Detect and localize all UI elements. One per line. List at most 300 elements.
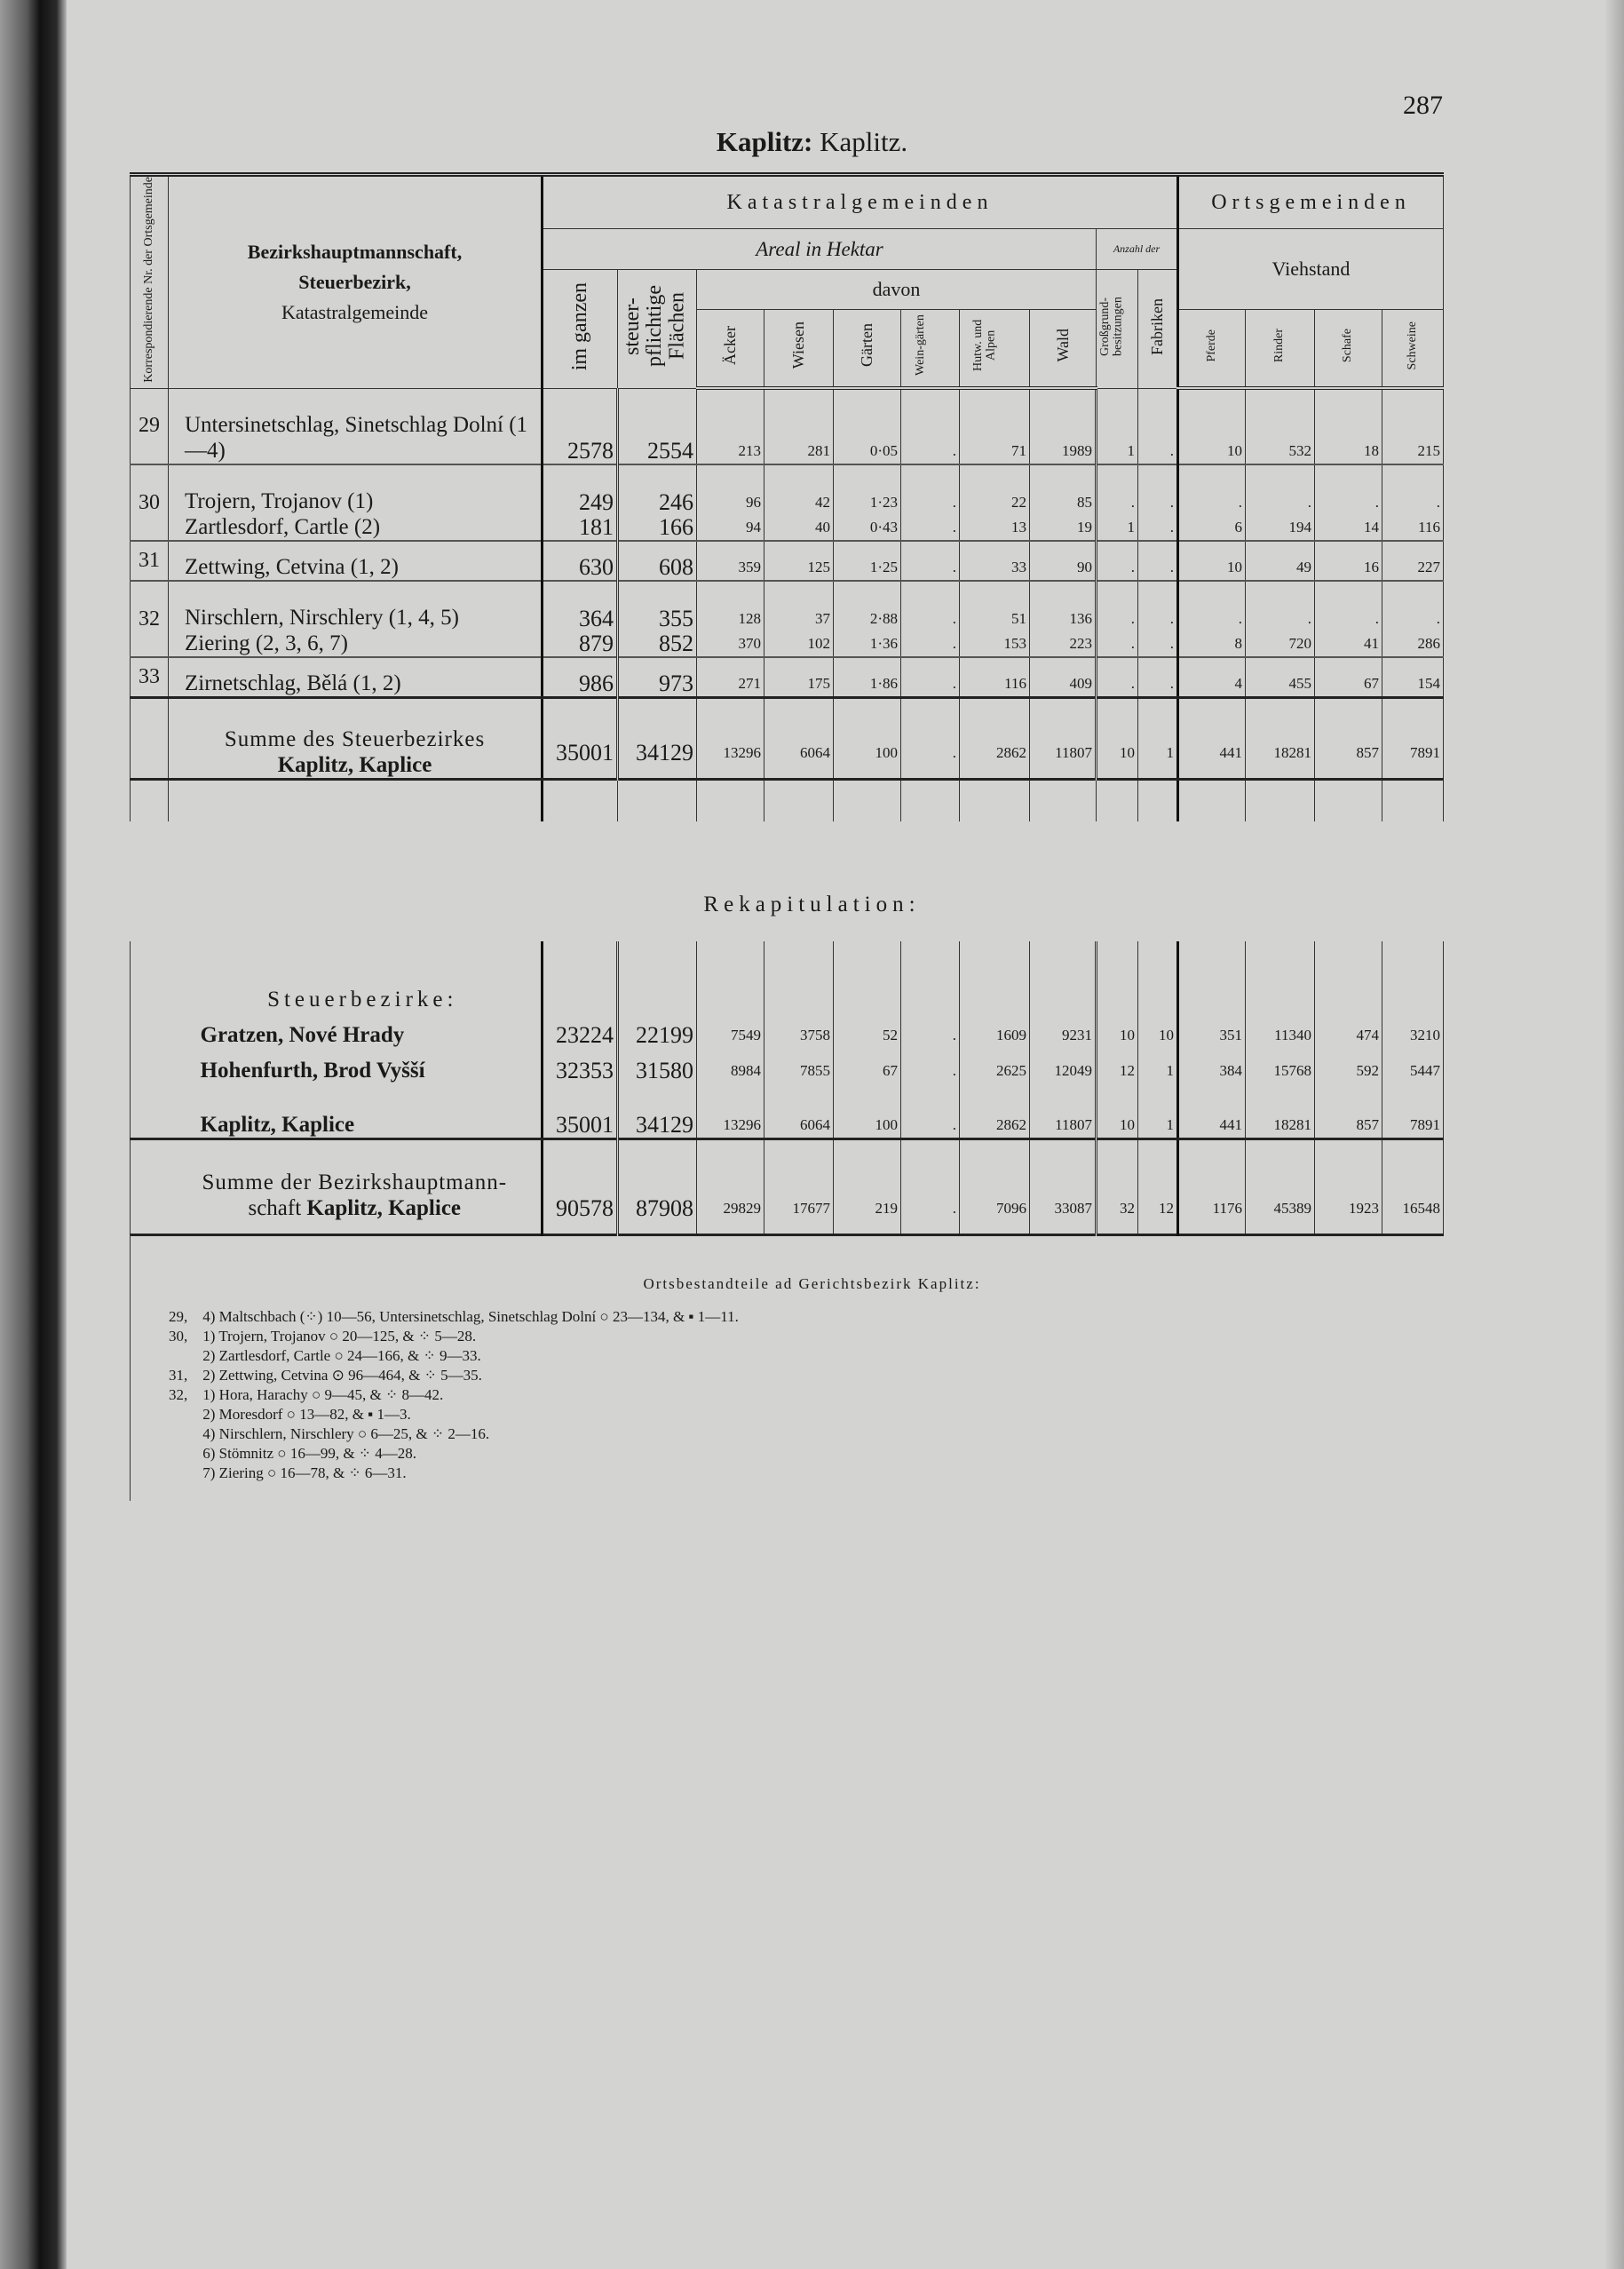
value-wiesen: 281	[807, 442, 830, 460]
value-schweine: .	[1436, 494, 1440, 512]
empty-cell	[764, 941, 834, 1012]
cell-wiesen	[764, 1048, 834, 1083]
cell-wein	[901, 541, 960, 581]
value-steuer: 166	[659, 514, 693, 541]
value-wein: .	[952, 1115, 956, 1133]
value-wiesen: 40	[815, 519, 830, 536]
value-steuer: 608	[659, 554, 693, 581]
value-gaerten: 1·23	[869, 494, 898, 512]
value-gaerten: 1·86	[869, 674, 898, 692]
empty-cell	[1030, 779, 1097, 821]
cell-steuer	[618, 541, 697, 581]
col-schweine	[1382, 309, 1444, 388]
footnote-line: 4) Nirschlern, Nirschlery ○ 6—25, & ⁘ 2—16.	[169, 1425, 490, 1442]
col-wein	[901, 309, 960, 388]
value-hutw: 22	[1011, 494, 1026, 512]
value-steuer: 87908	[636, 1194, 693, 1221]
table-row	[131, 464, 1444, 541]
value-im-ganzen: 2578	[567, 438, 614, 464]
empty-cell	[901, 779, 960, 821]
col-wein-label: Wein-gärten	[913, 314, 927, 377]
col-rinder-label: Rinder	[1272, 328, 1287, 362]
row-number: 32	[131, 581, 169, 657]
empty-cell	[1382, 941, 1444, 1012]
value-schweine: .	[1436, 610, 1440, 628]
value-gaerten: 219	[875, 1199, 898, 1217]
cell-steuer	[618, 1083, 697, 1138]
value-gross: 1	[1127, 442, 1135, 460]
cell-aecker	[697, 697, 764, 779]
col-gross	[1097, 270, 1138, 388]
row-number: 29	[131, 388, 169, 464]
value-gross: 10	[1120, 1027, 1135, 1043]
cell-steuer	[618, 697, 697, 779]
value-wiesen: 102	[807, 635, 830, 653]
value-rinder: 720	[1288, 635, 1311, 653]
cell-wiesen	[764, 697, 834, 779]
cell-im-ganzen	[543, 581, 618, 657]
value-steuer: 246	[659, 489, 693, 516]
cell-gaerten	[834, 581, 901, 657]
col-pferde-label: Pferde	[1204, 329, 1218, 362]
cell-fabriken	[1138, 1012, 1178, 1048]
title-bold: Kaplitz:	[716, 126, 813, 157]
cell-schweine	[1382, 581, 1444, 657]
cell-wald	[1030, 657, 1097, 697]
recap-table	[130, 941, 1444, 1236]
value-fabriken: 1	[1166, 1115, 1174, 1133]
col-wiesen	[764, 309, 834, 388]
recap-total-line2a: schaft	[248, 1195, 307, 1220]
cell-fabriken	[1138, 581, 1178, 657]
cell-fabriken	[1138, 388, 1178, 464]
value-wald: 11807	[1055, 1115, 1092, 1133]
cell-pferde	[1178, 1083, 1246, 1138]
cell-im-ganzen	[543, 464, 618, 541]
col-wald-label: Wald	[1053, 329, 1072, 362]
cell-fabriken	[1138, 657, 1178, 697]
footnote-line: 6) Stömnitz ○ 16—99, & ⁘ 4—28.	[169, 1445, 417, 1462]
value-im-ganzen: 364	[579, 606, 614, 632]
value-wein: .	[952, 610, 956, 628]
value-aecker: 29829	[723, 1199, 761, 1217]
table-row	[131, 581, 1444, 657]
cell-gross	[1097, 1083, 1138, 1138]
recap-heading-row	[131, 941, 1444, 1012]
cell-gross	[1097, 697, 1138, 779]
sum-label	[169, 697, 543, 779]
cell-gaerten	[834, 1048, 901, 1083]
col-gaerten	[834, 309, 901, 388]
cell-aecker	[697, 657, 764, 697]
value-wiesen: 42	[815, 494, 830, 512]
col-schafe	[1315, 309, 1382, 388]
empty-cell	[960, 779, 1030, 821]
row-name	[169, 657, 543, 697]
cell-gross	[1097, 657, 1138, 697]
cell-wiesen	[764, 1012, 834, 1048]
row-name	[169, 581, 543, 657]
cell-gaerten	[834, 388, 901, 464]
col-steuer	[618, 270, 697, 388]
empty-cell	[1315, 941, 1382, 1012]
value-pferde: 441	[1219, 743, 1242, 761]
value-rinder: 18281	[1273, 1115, 1311, 1133]
value-gaerten: 2·88	[869, 610, 898, 628]
value-wein: .	[952, 1027, 956, 1043]
value-wiesen: 175	[807, 674, 830, 692]
recap-name: Gratzen, Nové Hrady	[169, 1012, 543, 1048]
cell-pferde	[1178, 581, 1246, 657]
table-row	[131, 541, 1444, 581]
cell-steuer	[618, 1048, 697, 1083]
cell-fabriken	[1138, 464, 1178, 541]
value-pferde: 384	[1219, 1062, 1242, 1079]
value-schweine: 215	[1417, 442, 1440, 460]
table-row	[131, 657, 1444, 697]
cell-rinder	[1246, 1048, 1315, 1083]
value-schweine: 3210	[1410, 1027, 1440, 1043]
value-aecker: 271	[738, 674, 761, 692]
cell-rinder	[1246, 697, 1315, 779]
value-schweine: 116	[1418, 519, 1440, 536]
value-hutw: 2862	[996, 1115, 1026, 1133]
cell-gross	[1097, 1012, 1138, 1048]
empty-cell	[960, 941, 1030, 1012]
empty-cell	[618, 779, 697, 821]
cell-schweine	[1382, 541, 1444, 581]
recap-title: Rekapitulation:	[703, 893, 921, 916]
cell-schafe	[1315, 1138, 1382, 1234]
value-pferde: 8	[1234, 635, 1242, 653]
cell-schweine	[1382, 697, 1444, 779]
recap-name: Kaplitz, Kaplice	[169, 1083, 543, 1138]
cell-wald	[1030, 581, 1097, 657]
col-schafe-label: Schafe	[1341, 328, 1355, 362]
value-aecker: 13296	[723, 743, 761, 761]
empty-cell	[131, 1138, 169, 1234]
value-wiesen: 3758	[800, 1027, 830, 1043]
value-gaerten: 1·36	[869, 635, 898, 653]
recap-row	[131, 1048, 1444, 1083]
value-hutw: 13	[1011, 519, 1026, 536]
value-rinder: 49	[1296, 559, 1311, 576]
cell-im-ganzen	[543, 1138, 618, 1234]
cell-schafe	[1315, 464, 1382, 541]
footnote-line: 29, 4) Maltschbach (⁘) 10—56, Untersinetschlag, Sinetschlag Dolní ○ 23—134, & ▪ 1—11.	[169, 1308, 739, 1325]
value-schweine: 7891	[1410, 743, 1440, 761]
cell-gaerten	[834, 697, 901, 779]
value-rinder: 455	[1288, 674, 1311, 692]
value-im-ganzen: 90578	[556, 1194, 614, 1221]
cell-im-ganzen	[543, 388, 618, 464]
cell-fabriken	[1138, 1083, 1178, 1138]
sum-row	[131, 697, 1444, 779]
cell-gross	[1097, 581, 1138, 657]
cell-rinder	[1246, 388, 1315, 464]
cell-im-ganzen	[543, 1083, 618, 1138]
katastralgemeinde-name: Zirnetschlag, Bělá (1, 2)	[185, 670, 401, 695]
value-im-ganzen: 879	[579, 631, 614, 657]
row-name	[169, 464, 543, 541]
col-nr	[131, 175, 169, 389]
cell-aecker	[697, 581, 764, 657]
cell-schafe	[1315, 657, 1382, 697]
value-gross: 1	[1127, 519, 1135, 536]
value-schweine: 16548	[1402, 1199, 1440, 1217]
cell-hutw	[960, 697, 1030, 779]
cell-gross	[1097, 541, 1138, 581]
value-fabriken: .	[1169, 442, 1174, 460]
cell-rinder	[1246, 541, 1315, 581]
cell-schafe	[1315, 1012, 1382, 1048]
col-schweine-label: Schweine	[1405, 321, 1419, 370]
cell-schweine	[1382, 1012, 1444, 1048]
cell-wiesen	[764, 657, 834, 697]
value-rinder: .	[1307, 610, 1311, 628]
recap-total-line2	[169, 1195, 542, 1221]
cell-wein	[901, 1138, 960, 1234]
empty-cell	[618, 941, 697, 1012]
cell-wiesen	[764, 541, 834, 581]
value-rinder: 11340	[1274, 1027, 1311, 1043]
cell-wein	[901, 697, 960, 779]
value-im-ganzen: 630	[579, 554, 614, 581]
cell-rinder	[1246, 1083, 1315, 1138]
cell-aecker	[697, 1083, 764, 1138]
col-wiesen-label: Wiesen	[789, 321, 808, 369]
cell-wiesen	[764, 388, 834, 464]
cell-im-ganzen	[543, 657, 618, 697]
value-wein: .	[952, 494, 956, 512]
cell-schweine	[1382, 657, 1444, 697]
value-wein: .	[952, 635, 956, 653]
empty-cell	[901, 941, 960, 1012]
value-aecker: 359	[738, 559, 761, 576]
cell-rinder	[1246, 657, 1315, 697]
cell-steuer	[618, 464, 697, 541]
cell-pferde	[1178, 697, 1246, 779]
value-pferde: 441	[1219, 1115, 1242, 1133]
footnotes-title: Ortsbestandteile ad Gerichtsbezirk Kaplitz:	[643, 1275, 981, 1292]
value-schafe: 41	[1364, 635, 1379, 653]
value-fabriken: .	[1169, 610, 1174, 628]
value-im-ganzen: 35001	[556, 1111, 614, 1138]
value-aecker: 213	[738, 442, 761, 460]
value-schweine: 5447	[1410, 1062, 1440, 1079]
value-wald: 9231	[1062, 1027, 1092, 1043]
value-wiesen: 17677	[792, 1199, 830, 1217]
value-gaerten: 52	[883, 1027, 898, 1043]
row-number: 30	[131, 464, 169, 541]
value-im-ganzen: 32353	[556, 1058, 614, 1083]
cell-gaerten	[834, 1138, 901, 1234]
value-gaerten: 67	[883, 1062, 898, 1079]
row-name	[169, 541, 543, 581]
value-wiesen: 6064	[800, 1115, 830, 1133]
recap-row	[131, 1083, 1444, 1138]
cell-schweine	[1382, 1138, 1444, 1234]
col-steuer-label: steuer-pflichtige Flächen	[621, 285, 689, 368]
cell-rinder	[1246, 581, 1315, 657]
value-rinder: 15768	[1273, 1062, 1311, 1079]
katastralgemeinde-name: Untersinetschlag, Sinetschlag Dolní (1—4)	[185, 413, 528, 464]
value-wein: .	[952, 743, 956, 761]
value-wein: .	[952, 519, 956, 536]
empty-cell	[834, 941, 901, 1012]
value-aecker: 128	[738, 610, 761, 628]
cell-wald	[1030, 1048, 1097, 1083]
cell-schweine	[1382, 1048, 1444, 1083]
value-gross: .	[1130, 635, 1135, 653]
cell-rinder	[1246, 1138, 1315, 1234]
value-schweine: 286	[1417, 635, 1440, 653]
value-steuer: 852	[659, 631, 693, 657]
value-pferde: .	[1238, 610, 1242, 628]
value-steuer: 34129	[636, 739, 693, 766]
value-hutw: 33	[1011, 559, 1026, 576]
value-schweine: 7891	[1410, 1115, 1440, 1133]
cell-schafe	[1315, 1048, 1382, 1083]
cell-wiesen	[764, 1083, 834, 1138]
empty-cell	[131, 779, 169, 821]
recap-name: Hohenfurth, Brod Vyšší	[169, 1048, 543, 1083]
cell-hutw	[960, 657, 1030, 697]
cell-pferde	[1178, 388, 1246, 464]
value-gross: .	[1130, 610, 1135, 628]
footnote-line: 7) Ziering ○ 16—78, & ⁘ 6—31.	[169, 1464, 407, 1481]
cell-gross	[1097, 464, 1138, 541]
cell-aecker	[697, 541, 764, 581]
value-fabriken: .	[1169, 635, 1174, 653]
cell-gaerten	[834, 541, 901, 581]
value-wiesen: 7855	[800, 1062, 830, 1079]
value-wald: 409	[1069, 674, 1092, 692]
value-schafe: .	[1374, 494, 1379, 512]
cell-wein	[901, 581, 960, 657]
cell-hutw	[960, 541, 1030, 581]
cell-aecker	[697, 1048, 764, 1083]
value-steuer: 22199	[636, 1022, 693, 1048]
value-schafe: 592	[1356, 1062, 1379, 1079]
page-number: 287	[1403, 91, 1443, 120]
value-gaerten: 0·05	[869, 442, 898, 460]
col-hutw	[960, 309, 1030, 388]
value-fabriken: .	[1169, 674, 1174, 692]
value-hutw: 2625	[996, 1062, 1026, 1079]
cell-fabriken	[1138, 1048, 1178, 1083]
cell-hutw	[960, 581, 1030, 657]
value-pferde: 6	[1234, 519, 1242, 536]
value-hutw: 2862	[996, 743, 1026, 761]
value-pferde: 10	[1227, 442, 1242, 460]
value-steuer: 973	[659, 670, 693, 696]
value-aecker: 370	[738, 635, 761, 653]
empty-cell	[543, 941, 618, 1012]
empty-cell	[169, 779, 543, 821]
cell-schafe	[1315, 697, 1382, 779]
value-hutw: 71	[1011, 442, 1026, 460]
cell-hutw	[960, 1083, 1030, 1138]
value-im-ganzen: 35001	[556, 739, 614, 766]
cell-wein	[901, 388, 960, 464]
left-rule	[130, 1234, 131, 1501]
cell-gaerten	[834, 1083, 901, 1138]
group-orts: Ortsgemeinden	[1178, 175, 1444, 229]
cell-im-ganzen	[543, 697, 618, 779]
value-fabriken: .	[1169, 494, 1174, 512]
value-schafe: 16	[1364, 559, 1379, 576]
value-wald: 136	[1069, 610, 1092, 628]
value-gross: 32	[1120, 1199, 1135, 1217]
cell-schweine	[1382, 1083, 1444, 1138]
value-im-ganzen: 986	[579, 670, 614, 696]
value-aecker: 94	[746, 519, 761, 536]
value-schafe: 857	[1356, 1115, 1379, 1133]
cell-wald	[1030, 1083, 1097, 1138]
value-pferde: 4	[1234, 674, 1242, 692]
recap-row	[131, 1012, 1444, 1048]
cell-fabriken	[1138, 697, 1178, 779]
cell-pferde	[1178, 464, 1246, 541]
value-rinder: 532	[1288, 442, 1311, 460]
value-fabriken: .	[1169, 559, 1174, 576]
value-hutw: 153	[1003, 635, 1026, 653]
value-wald: 223	[1069, 635, 1092, 653]
value-schweine: 154	[1417, 674, 1440, 692]
cell-wald	[1030, 697, 1097, 779]
footnote-line: 2) Moresdorf ○ 13—82, & ▪ 1—3.	[169, 1406, 411, 1423]
value-wald: 85	[1077, 494, 1092, 512]
value-hutw: 7096	[996, 1199, 1026, 1217]
value-pferde: 10	[1227, 559, 1242, 576]
row-name	[169, 388, 543, 464]
value-gaerten: 0·43	[869, 519, 898, 536]
value-fabriken: 1	[1166, 743, 1174, 761]
cell-wald	[1030, 541, 1097, 581]
recap-total-label	[169, 1138, 543, 1234]
cell-steuer	[618, 388, 697, 464]
col-fabriken-label: Fabriken	[1148, 298, 1167, 355]
empty-cell	[131, 1048, 169, 1083]
cell-wiesen	[764, 464, 834, 541]
cell-hutw	[960, 1012, 1030, 1048]
cell-wein	[901, 1048, 960, 1083]
col-rinder	[1246, 309, 1315, 388]
cell-rinder	[1246, 464, 1315, 541]
col-gross-label: Großgrund-besitzungen	[1098, 297, 1125, 356]
group-anzahl: Anzahl der	[1097, 229, 1178, 270]
value-gross: .	[1130, 494, 1135, 512]
scan-edge-right	[1604, 0, 1624, 2269]
value-steuer: 34129	[636, 1111, 693, 1138]
empty-cell	[1097, 779, 1138, 821]
cell-wald	[1030, 1012, 1097, 1048]
value-rinder: 18281	[1273, 743, 1311, 761]
value-hutw: 51	[1011, 610, 1026, 628]
katastralgemeinde-name: Zartlesdorf, Cartle (2)	[185, 515, 381, 540]
cell-wiesen	[764, 581, 834, 657]
cell-aecker	[697, 1138, 764, 1234]
cell-gross	[1097, 388, 1138, 464]
cell-wein	[901, 464, 960, 541]
value-fabriken: 12	[1159, 1199, 1174, 1217]
value-gross: .	[1130, 674, 1135, 692]
recap-heading: Steuerbezirke:	[169, 941, 543, 1012]
value-fabriken: 1	[1166, 1062, 1174, 1079]
empty-cell	[1097, 941, 1138, 1012]
value-pferde: 351	[1219, 1027, 1242, 1043]
